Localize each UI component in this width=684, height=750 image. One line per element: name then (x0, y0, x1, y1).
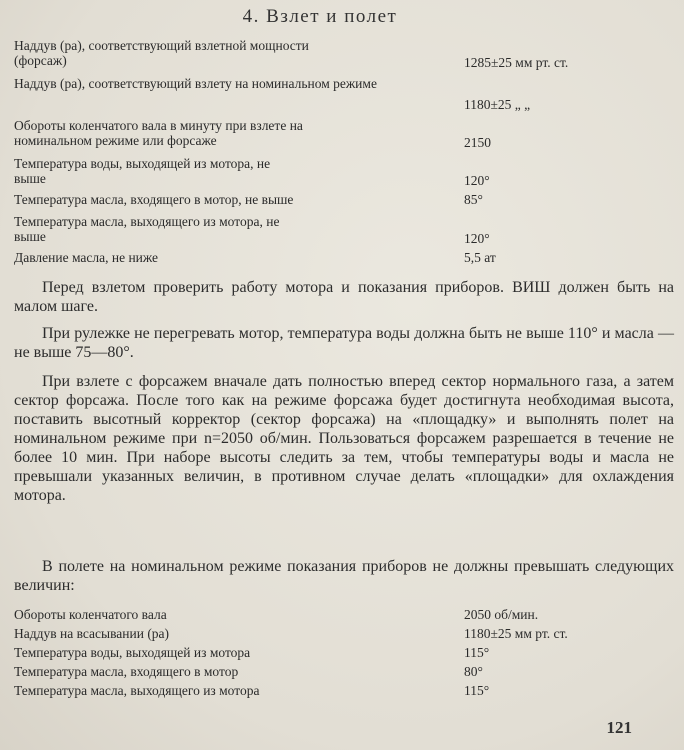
text-paragraph-1: Перед взлетом проверить работу мотора и показания приборов. ВИШ должен быть на малом шаге. (14, 279, 674, 315)
text-paragraph-3: При взлете с форсажем вначале дать полностью вперед сектор нормального газа, а затем сектор форсажа. После того как на режиме форсажа будет достигнута необходимая высота, поставить высотный корректор (сектор форсажа) на «площадку» и выполнять полет на номинальном режиме при n=2050 об/мин. Пользоваться форсажем разрешается в течение не более 10 мин. При наборе высоты следить за тем, чтобы температуры воды и масла не превышали указанных величин, в противном случае делать «площадки» для охлаждения мотора. (14, 373, 674, 504)
spec-row (14, 643, 674, 662)
spec-label: Обороты коленчатого вала в минуту при взлете на номинальном режиме или форсаже (14, 118, 303, 148)
spec-value: 1180±25 „ „ (464, 97, 531, 112)
spec-value: 2150 (464, 135, 491, 150)
spec-label: Наддув (pa), соответствующий взлетной мощности (форсаж) (14, 38, 309, 68)
spec-row (14, 38, 674, 70)
spec-value: 1180±25 мм рт. ст. (464, 626, 568, 641)
spec-label: Температура воды, выходящей из мотора, не выше (14, 156, 271, 186)
spec-value: 115° (464, 645, 490, 660)
spec-row (14, 214, 674, 246)
spec-row (14, 76, 674, 112)
spec-row (14, 662, 674, 681)
spec-label: Температура масла, выходящего из мотора, не выше (14, 214, 280, 244)
spec-label: Температура масла, входящего в мотор, не выше (14, 192, 294, 207)
spec-value: 120° (464, 173, 490, 188)
spec-row (14, 250, 674, 268)
spec-value: 80° (464, 664, 483, 679)
spec-label: Наддув на всасывании (pa) (14, 626, 170, 641)
spec-row (14, 192, 674, 210)
spec-row (14, 118, 674, 150)
spec-label: Давление масла, не ниже (14, 250, 159, 265)
text-paragraph-4: В полете на номинальном режиме показания приборов не должны превышать следующих величин: (14, 558, 674, 594)
spec-label: Температура масла, входящего в мотор (14, 664, 239, 679)
spec-row (14, 156, 674, 188)
spec-label: Температура воды, выходящей из мотора (14, 645, 251, 660)
spec-value: 85° (464, 192, 483, 207)
spec-label: Наддув (pa), соответствующий взлету на номинальном режиме (14, 76, 377, 91)
takeoff-spec-list (14, 38, 674, 268)
spec-label: Обороты коленчатого вала (14, 607, 167, 622)
spec-row (14, 681, 674, 700)
spec-value: 5,5 ат (464, 250, 496, 265)
spec-value: 1285±25 мм рт. ст. (464, 55, 569, 70)
spec-row (14, 605, 674, 624)
section-title: 4. Взлет и полет (242, 6, 398, 27)
page-number: 121 (606, 718, 632, 737)
spec-value: 115° (464, 683, 490, 698)
spec-value: 120° (464, 231, 490, 246)
spec-value: 2050 об/мин. (464, 607, 539, 622)
flight-spec-list (14, 605, 674, 700)
text-paragraph-2: При рулежке не перегревать мотор, температура воды должна быть не выше 110° и масла — не выше 75—80°. (14, 325, 674, 361)
spec-label: Температура масла, выходящего из мотора (14, 683, 260, 698)
spec-row (14, 624, 674, 643)
